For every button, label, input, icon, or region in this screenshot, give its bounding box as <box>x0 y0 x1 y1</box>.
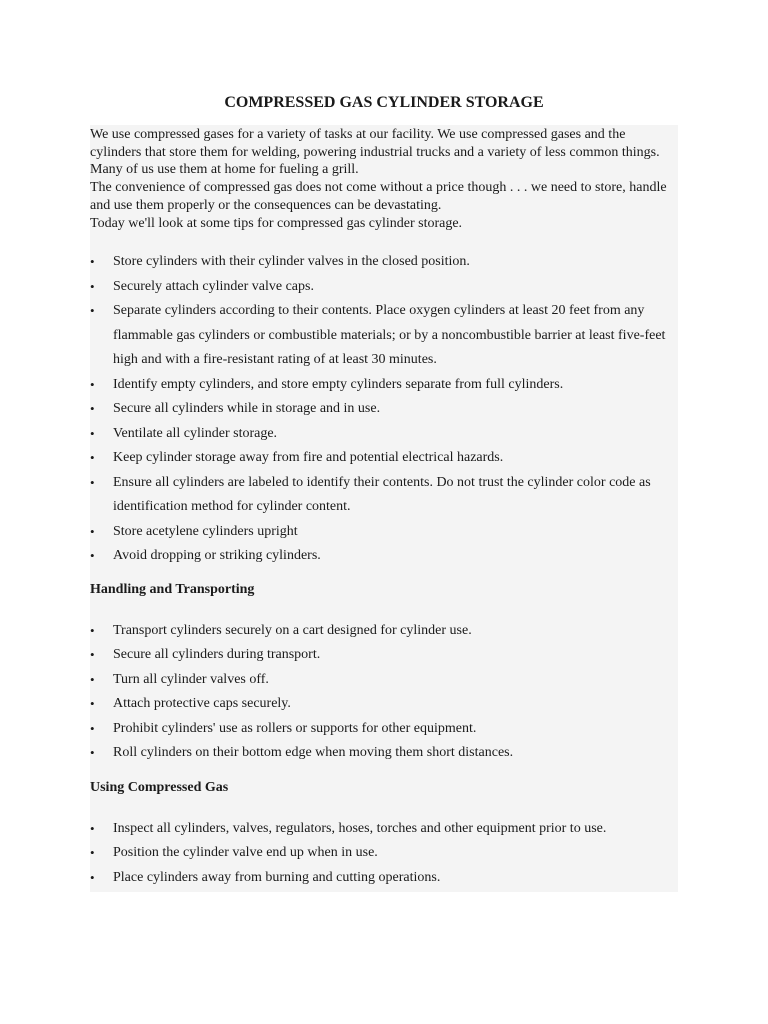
handling-list <box>90 619 678 766</box>
using-list <box>90 817 678 891</box>
list-item: • Securely attach cylinder valve caps. <box>90 275 678 300</box>
list-item: • Identify empty cylinders, and store empty cylinders separate from full cylinders. <box>90 373 678 398</box>
storage-tips-list <box>90 250 678 569</box>
list-item: • Secure all cylinders during transport. <box>90 643 678 668</box>
intro-paragraph: Today we'll look at some tips for compressed gas cylinder storage. <box>90 215 463 231</box>
section-heading-handling: Handling and Transporting <box>90 581 255 597</box>
list-item: • Secure all cylinders while in storage and in use. <box>90 397 678 422</box>
list-item: • Attach protective caps securely. <box>90 692 678 717</box>
list-item: • Prohibit cylinders' use as rollers or supports for other equipment. <box>90 717 678 742</box>
list-item: • Ensure all cylinders are labeled to identify their contents. Do not trust the cylinder color code as identification method for cylinder content. <box>90 471 678 520</box>
intro-text <box>90 126 678 232</box>
list-item: • Roll cylinders on their bottom edge when moving them short distances. <box>90 741 678 766</box>
list-item: • Store cylinders with their cylinder valves in the closed position. <box>90 250 678 275</box>
list-item: • Transport cylinders securely on a cart designed for cylinder use. <box>90 619 678 644</box>
intro-paragraph: We use compressed gases for a variety of tasks at our facility. We use compressed gases and the cylinders that store them for welding, powering industrial trucks and a variety of less common things. Many of us use them at home for fueling a grill. <box>90 127 660 178</box>
list-item: • Ventilate all cylinder storage. <box>90 422 678 447</box>
list-item: • Place cylinders away from burning and cutting operations. <box>90 866 678 891</box>
list-item: • Avoid dropping or striking cylinders. <box>90 544 678 569</box>
list-item: • Separate cylinders according to their contents. Place oxygen cylinders at least 20 feet from any flammable gas cylinders or combustible materials; or by a noncombustible barrier at least five-feet high and with a fire-resistant rating of at least 30 minutes. <box>90 299 678 373</box>
intro-paragraph: The convenience of compressed gas does not come without a price though . . . we need to store, handle and use them properly or the consequences can be devastating. <box>90 180 667 213</box>
list-item: • Position the cylinder valve end up when in use. <box>90 841 678 866</box>
list-item: • Turn all cylinder valves off. <box>90 668 678 693</box>
document-body <box>90 125 678 892</box>
list-item: • Store acetylene cylinders upright <box>90 520 678 545</box>
section-heading-using: Using Compressed Gas <box>90 779 229 795</box>
list-item: • Keep cylinder storage away from fire and potential electrical hazards. <box>90 446 678 471</box>
list-item: • Inspect all cylinders, valves, regulators, hoses, torches and other equipment prior to use. <box>90 817 678 842</box>
page-title: COMPRESSED GAS CYLINDER STORAGE <box>224 94 544 111</box>
